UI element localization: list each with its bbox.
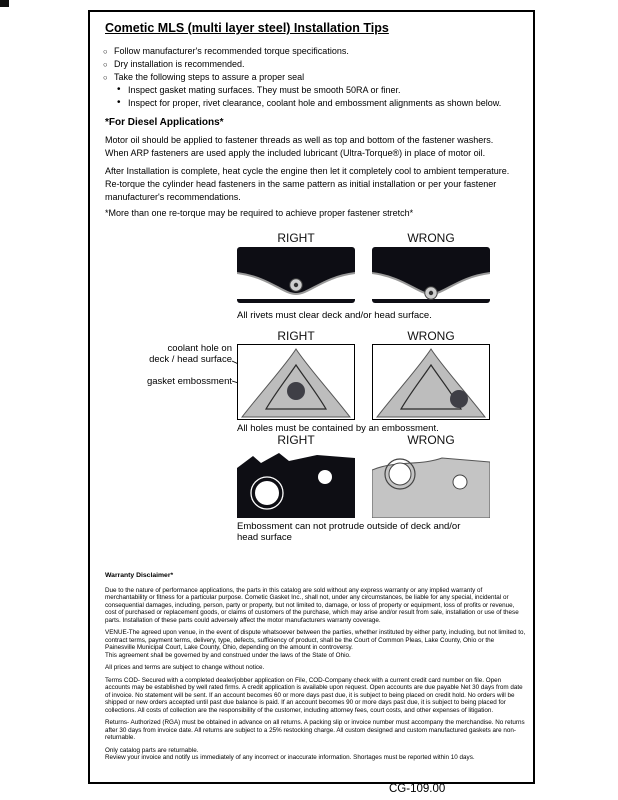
diagram-section: [0, 228, 618, 558]
diesel-heading: *For Diesel Applications*: [105, 117, 224, 128]
scan-artifact: [0, 0, 9, 7]
tip-sub-item: • Inspect for proper, rivet clearance, coolant hole and embossment alignments as shown below.: [103, 97, 515, 110]
rivet-right-diagram: [237, 247, 355, 303]
warranty-paragraph: Review your invoice and notify us immediately of any incorrect or inaccurate information. Shortages must be reported within 10 days.: [105, 754, 475, 761]
warranty-paragraph: This agreement shall be governed by and construed under the laws of the State of Ohio.: [105, 651, 351, 659]
diagram-caption-rivets: All rivets must clear deck and/or head surface.: [237, 310, 432, 321]
page-number: CG-109.00: [389, 783, 446, 795]
tip-item: ○ Follow manufacturer's recommended torque specifications.: [103, 45, 515, 58]
tip-item: ○ Dry installation is recommended.: [103, 58, 515, 71]
warranty-paragraph: All prices and terms are subject to change without notice.: [105, 664, 265, 671]
warranty-paragraph: Returns- Authorized (RGA) must be obtained in advance on all returns. A packing slip or invoice number must accompany the merchandise. No returns after 30 days from invoice date. All returns are subject to a 25% restocking charge. All custom designed and custom manufactured gaskets are non-returnable.: [105, 719, 525, 741]
wrong-column-header: WRONG: [407, 433, 455, 447]
warranty-paragraph: Only catalog parts are returnable.: [105, 746, 199, 754]
embossment-right-diagram: [237, 448, 355, 518]
right-column-header: RIGHT: [277, 231, 315, 245]
coolant-hole-right-diagram: [237, 344, 355, 420]
diesel-paragraph-1: Motor oil should be applied to fastener threads as well as top and bottom of the fastener washers. When ARP fasteners are used apply the included lubricant (Ultra-Torque®) in place of motor oil.: [105, 135, 494, 158]
warranty-section: [105, 572, 526, 767]
wrong-column-header: WRONG: [407, 231, 455, 245]
warranty-paragraph: VENUE-The agreed upon venue, in the event of dispute whatsoever between the parties, whether instituted by either party, including, but not limited to, contract terms, payment terms, delivery, type, defects, sufficiency of product, shall be the Court of Common Pleas, Lake County, Ohio or the Painesville Municipal Court, Lake County, Ohio, depending on the amount in controversy.: [105, 629, 526, 651]
retorque-note: *More than one re-torque may be required to achieve proper fastener stretch*: [105, 208, 414, 218]
gasket-embossment-label: gasket embossment: [146, 376, 232, 387]
warranty-heading: Warranty Disclaimer*: [105, 572, 174, 579]
coolant-hole-wrong-diagram: [372, 344, 490, 420]
diagram-caption-holes: All holes must be contained by an embossment.: [237, 423, 439, 434]
wrong-column-header: WRONG: [407, 329, 455, 343]
tip-sub-item: • Inspect gasket mating surfaces. They must be smooth 50RA or finer.: [103, 84, 515, 97]
page-title: Cometic MLS (multi layer steel) Installation Tips: [105, 21, 389, 35]
tip-item: ○ Take the following steps to assure a proper seal: [103, 71, 515, 84]
coolant-hole-label: coolant hole on deck / head surface: [149, 343, 232, 365]
right-column-header: RIGHT: [277, 433, 315, 447]
diagram-caption-embossment: Embossment can not protrude outside of deck and/or head surface: [237, 521, 461, 543]
warranty-paragraph: Due to the nature of performance applications, the parts in this catalog are sold without any express warranty or any implied warranty of merchantability or fitness for a particular purpose. Cometic Gasket Inc., shall not, under any circumstances, be liable for any special, incidental or consequential damages, including, person, party or property, but not limited to, damage, or loss of property or equipment, loss of profits or revenue, cost of purchased or replacement goods, or claims of customers of the purchase, which may arise and/or result from sale, installation or use of these parts. Installation of these parts could adversely affect the motor manufacturers warranty coverage.: [105, 586, 519, 624]
tips-list: [103, 45, 515, 110]
warranty-paragraph: Terms COD- Secured with a completed dealer/jobber application on File, COD-Company check with a current credit card number on file. Open accounts may be established by well rated firms. A credit application is available upon request. Open accounts are due payable Net 30 days from date of invoice. No statement will be sent. If an account becomes 60 or more days past due, it is subject to being placed on credit hold. No orders will be shipped or new orders accepted until past due balance is paid. If an account becomes 90 or more days past due, it is subject to being placed for collections. All costs of collection are the responsibility of the customer, including attorney fees, court costs, and other expenses of litigation.: [105, 676, 523, 714]
diesel-paragraph-2: After Installation is complete, heat cycle the engine then let it completely cool to ambient temperature. Re-torque the cylinder head fasteners in the same pattern as initial installation or per your fastener manufacturer's recommendations.: [105, 166, 510, 202]
embossment-wrong-diagram: [372, 448, 490, 518]
right-column-header: RIGHT: [277, 329, 315, 343]
rivet-wrong-diagram: [372, 247, 490, 303]
